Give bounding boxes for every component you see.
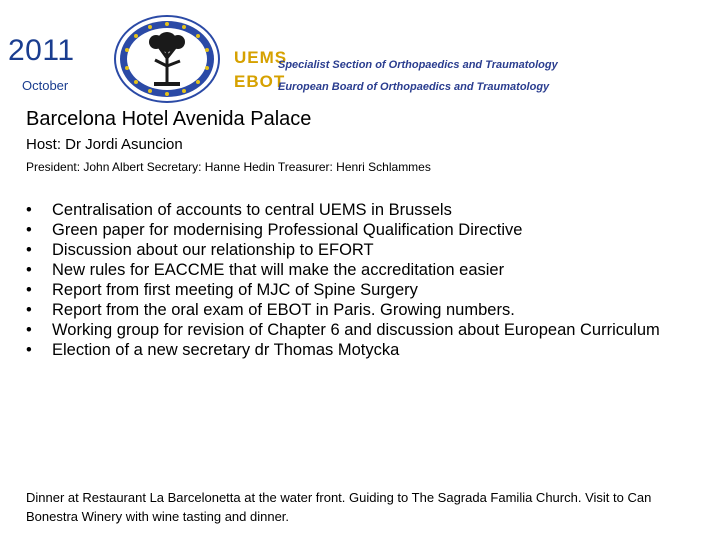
bullet: •	[26, 281, 32, 299]
meeting-host: Host: Dr Jordi Asuncion	[26, 136, 183, 153]
agenda-text: Report from the oral exam of EBOT in Paris. Growing numbers.	[52, 301, 515, 319]
bullet: •	[26, 341, 32, 359]
agenda-text: Election of a new secretary dr Thomas Motycka	[52, 341, 400, 359]
agenda-text: Green paper for modernising Professional Qualification Directive	[52, 221, 523, 239]
date-block	[0, 30, 108, 102]
agenda-text: Centralisation of accounts to central UEMS in Brussels	[52, 201, 452, 219]
agenda-text: Discussion about our relationship to EFORT	[52, 241, 374, 259]
agenda-text: Report from first meeting of MJC of Spine Surgery	[52, 281, 418, 299]
month: October	[22, 78, 69, 93]
uems-seal-logo	[112, 14, 222, 104]
bullet: •	[26, 201, 32, 219]
meeting-venue: Barcelona Hotel Avenida Palace	[26, 108, 312, 130]
social-programme: Dinner at Restaurant La Barcelonetta at the water front. Guiding to The Sagrada Familia Church. Visit to Can Bonestra Winery with wine tasting and dinner.	[26, 490, 652, 524]
officers-line: President: John Albert Secretary: Hanne Hedin Treasurer: Henri Schlammes	[26, 160, 431, 174]
logo-line-1: Specialist Section of Orthopaedics and Traumatology	[278, 59, 558, 71]
bullet: •	[26, 321, 32, 339]
agenda-text: Working group for revision of Chapter 6 and discussion about European Curriculum	[52, 321, 660, 339]
year: 2011	[8, 34, 75, 67]
agenda-text: New rules for EACCME that will make the accreditation easier	[52, 261, 505, 279]
ebot-logo-text: EBOT	[234, 72, 286, 91]
seal-icon	[112, 14, 222, 104]
list-item	[26, 300, 696, 320]
logo-line-2: European Board of Orthopaedics and Traumatology	[278, 81, 550, 93]
list-item	[26, 320, 696, 340]
list-item	[26, 340, 696, 360]
list-item	[26, 280, 696, 300]
agenda-list	[26, 200, 696, 360]
bullet: •	[26, 301, 32, 319]
bullet: •	[26, 221, 32, 239]
list-item	[26, 240, 696, 260]
uems-ebot-logo	[232, 50, 632, 100]
uems-logo-text: UEMS	[234, 48, 288, 67]
list-item	[26, 260, 696, 280]
bullet: •	[26, 241, 32, 259]
list-item	[26, 200, 696, 220]
bullet: •	[26, 261, 32, 279]
list-item	[26, 220, 696, 240]
